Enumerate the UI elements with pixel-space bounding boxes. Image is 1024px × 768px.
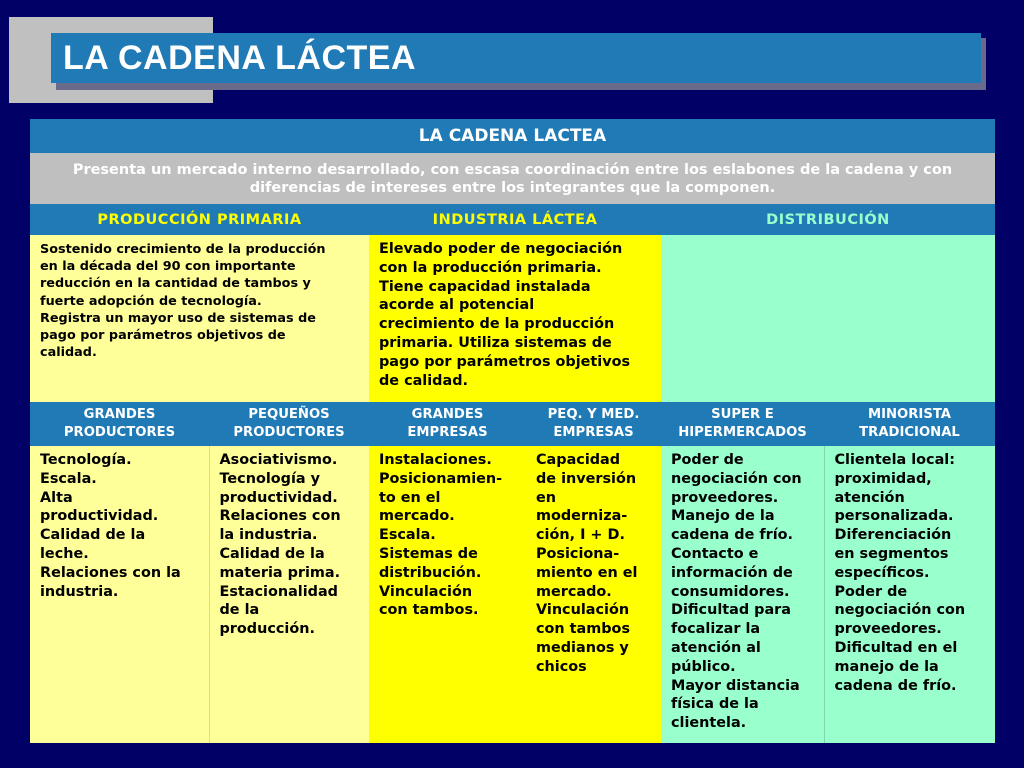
subgroup-header-small-producers: PEQUEÑOS PRODUCTORES bbox=[209, 402, 369, 446]
subgroup-header-supermarkets: SUPER E HIPERMERCADOS bbox=[661, 402, 824, 446]
section-header-dairy-industry: INDUSTRIA LÁCTEA bbox=[369, 204, 661, 235]
section-body-distribution bbox=[661, 235, 995, 402]
value-chain-table bbox=[30, 119, 995, 743]
subgroup-header-traditional-retail: MINORISTA TRADICIONAL bbox=[824, 402, 995, 446]
slide-title: LA CADENA LÁCTEA bbox=[63, 38, 417, 77]
subgroup-body-small-medium-companies: Capacidad de inversión en moderniza- ción, I + D. Posiciona- miento en el mercado. Vinculación con tambos medianos y chicos bbox=[526, 446, 661, 743]
subgroup-body-supermarkets: Poder de negociación con proveedores. Manejo de la cadena de frío. Contacto e información de consumidores. Dificultad para focalizar la atención al público. Mayor distancia física de la clientela. bbox=[661, 446, 824, 743]
subgroup-body-traditional-retail: Clientela local: proximidad, atención personalizada. Diferenciación en segmentos específicos. Poder de negociación con proveedores. Dificultad en el manejo de la cadena de frío. bbox=[824, 446, 995, 743]
subgroup-header-small-medium-companies: PEQ. Y MED. EMPRESAS bbox=[526, 402, 661, 446]
title-bar bbox=[51, 33, 981, 83]
table-header: LA CADENA LACTEA bbox=[30, 119, 995, 153]
section-body-dairy-industry: Elevado poder de negociación con la producción primaria. Tiene capacidad instalada acorde al potencial crecimiento de la producción primaria. Utiliza sistemas de pago por parámetros objetivos de calidad. bbox=[369, 235, 661, 402]
section-body-primary-production: Sostenido crecimiento de la producción en la década del 90 con importante reducción en la cantidad de tambos y fuerte adopción de tecnología. Registra un mayor uso de sistemas de pago por parámetros objetivos de calidad. bbox=[30, 235, 369, 402]
subgroup-body-small-producers: Asociativismo. Tecnología y productividad. Relaciones con la industria. Calidad de la materia prima. Estacionalidad de la producción. bbox=[209, 446, 369, 743]
section-header-primary-production: PRODUCCIÓN PRIMARIA bbox=[30, 204, 369, 235]
section-header-distribution: DISTRIBUCIÓN bbox=[661, 204, 995, 235]
subgroup-body-large-companies: Instalaciones. Posicionamien- to en el mercado. Escala. Sistemas de distribución. Vinculación con tambos. bbox=[369, 446, 526, 743]
table-description: Presenta un mercado interno desarrollado, con escasa coordinación entre los eslabones de la cadena y con diferencias de intereses entre los integrantes que la componen. bbox=[30, 153, 995, 204]
subgroup-body-large-producers: Tecnología. Escala. Alta productividad. Calidad de la leche. Relaciones con la industria. bbox=[30, 446, 209, 743]
subgroup-header-large-companies: GRANDES EMPRESAS bbox=[369, 402, 526, 446]
subgroup-header-large-producers: GRANDES PRODUCTORES bbox=[30, 402, 209, 446]
